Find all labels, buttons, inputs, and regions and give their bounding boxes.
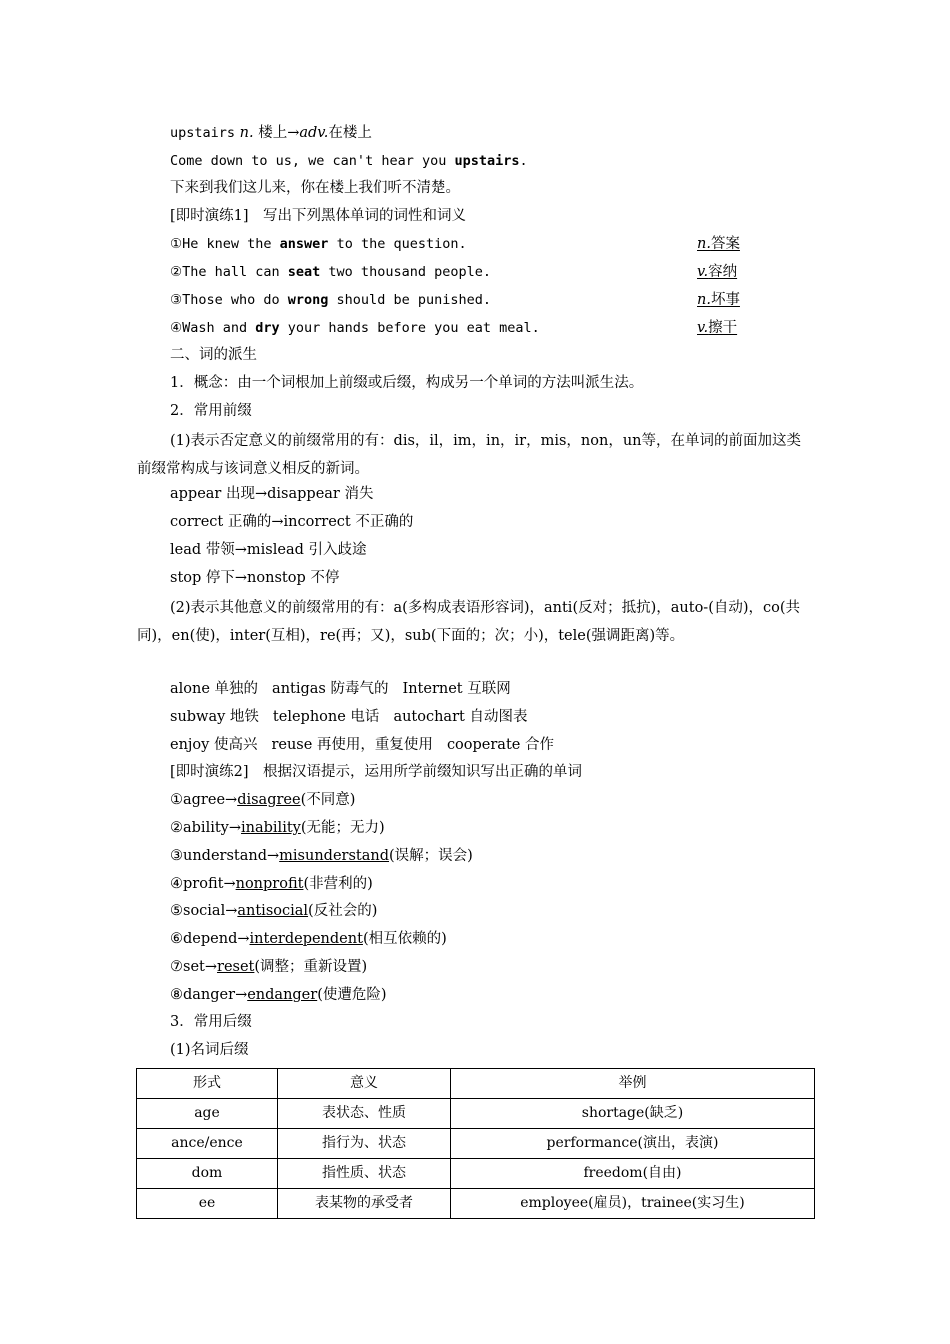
answer: nonprofit — [235, 876, 304, 892]
item-number: ⑧ — [170, 987, 183, 1003]
answer: interdependent — [249, 931, 363, 947]
pos: n. — [697, 236, 711, 252]
upstairs-definition — [170, 122, 372, 144]
hint: (误解；误会) — [389, 848, 473, 864]
base-word: understand — [183, 848, 268, 864]
hint: (不同意) — [300, 792, 356, 808]
header-cell: 形式 — [137, 1069, 278, 1099]
table-row — [137, 1189, 815, 1219]
text: Those who do — [182, 292, 288, 308]
bold-word: upstairs — [454, 153, 520, 169]
table-cell: freedom(自由) — [451, 1159, 815, 1189]
table-cell: dom — [137, 1159, 278, 1189]
negative-example: lead 带领→mislead 引入歧途 — [170, 542, 367, 558]
base-word: ability — [183, 820, 229, 836]
example: alone 单独的 — [170, 681, 259, 697]
item-number: ⑦ — [170, 959, 183, 975]
item-number: ④ — [170, 320, 183, 336]
table-row — [137, 1159, 815, 1189]
text: The hall can — [182, 264, 288, 280]
other-example-row — [170, 734, 568, 756]
answer: 容纳 — [708, 264, 738, 280]
text: to the question. — [328, 236, 467, 252]
other-prefix-paragraph: (2)表示其他意义的前缀常用的有：a(多构成表语形容词)，anti(反对；抵抗)，auto-(自动)，co(共同)，en(使)，inter(互相)，re(再；又)，sub(下面的；次；小)，tele(强调距离)等。 — [137, 600, 801, 644]
hint: (反社会的) — [308, 903, 378, 919]
bold-word: wrong — [287, 292, 329, 308]
item-number: ⑤ — [170, 903, 183, 919]
answer: 坏事 — [710, 292, 740, 308]
table-cell: ee — [137, 1189, 278, 1219]
meaning: 在楼上 — [328, 125, 372, 141]
meaning: 楼上 — [258, 125, 288, 141]
section-title: 二、词的派生 — [170, 347, 257, 363]
item-number: ① — [170, 792, 183, 808]
drill1-title: [即时演练1] 写出下列黑体单词的词性和词义 — [170, 208, 467, 224]
drill1-answer — [697, 261, 737, 283]
text: . — [519, 153, 528, 169]
item-number: ② — [170, 820, 183, 836]
example: Internet 互联网 — [402, 681, 511, 697]
item-number: ② — [170, 264, 183, 280]
pos: v. — [697, 264, 709, 280]
text: Come down to us, we can't hear you — [170, 153, 455, 169]
drill2-item: ⑦set→reset(调整；重新设置) — [170, 959, 368, 975]
drill2-item: ⑤social→antisocial(反社会的) — [170, 903, 378, 919]
text: He knew the — [182, 236, 280, 252]
drill1-answer — [697, 233, 740, 255]
example: autochart 自动图表 — [393, 709, 528, 725]
answer: misunderstand — [279, 848, 390, 864]
table-header-row — [137, 1069, 815, 1099]
header-cell: 意义 — [278, 1069, 451, 1099]
bold-word: dry — [255, 320, 280, 336]
table-cell: shortage(缺乏) — [451, 1099, 815, 1129]
negative-example: correct 正确的→incorrect 不正确的 — [170, 514, 414, 530]
hint: (非营利的) — [303, 876, 373, 892]
drill2-item: ⑥depend→interdependent(相互依赖的) — [170, 931, 447, 947]
pos: n. — [697, 292, 711, 308]
table-cell: 指行为、状态 — [278, 1129, 451, 1159]
base-word: social — [183, 903, 226, 919]
text: your hands before you eat meal. — [279, 320, 540, 336]
suffix-title: 3．常用后缀 — [170, 1014, 252, 1030]
answer: 答案 — [710, 236, 740, 252]
item-number: ③ — [170, 848, 183, 864]
drill2-item: ⑧danger→endanger(使遭危险) — [170, 987, 387, 1003]
example-chinese: 下来到我们这儿来，你在楼上我们听不清楚。 — [170, 180, 460, 196]
negative-example: appear 出现→disappear 消失 — [170, 486, 374, 502]
answer: endanger — [247, 987, 318, 1003]
drill1-answer — [697, 317, 737, 339]
base-word: profit — [183, 876, 224, 892]
noun-suffix-title: (1)名词后缀 — [170, 1042, 249, 1058]
drill2-item: ②ability→inability(无能；无力) — [170, 820, 385, 836]
other-example-row — [170, 678, 525, 700]
base-word: danger — [183, 987, 236, 1003]
item-number: ⑥ — [170, 931, 183, 947]
drill2-item: ①agree→disagree(不同意) — [170, 792, 356, 808]
noun-suffix-table — [136, 1068, 815, 1219]
drill1-item — [170, 261, 491, 283]
header-cell: 举例 — [451, 1069, 815, 1099]
drill1-item — [170, 289, 491, 311]
example: enjoy 使高兴 — [170, 737, 258, 753]
example: telephone 电话 — [272, 709, 380, 725]
pos: n. — [239, 125, 254, 141]
table-cell: performance(演出，表演) — [451, 1129, 815, 1159]
table-cell: 表状态、性质 — [278, 1099, 451, 1129]
drill1-item — [170, 317, 540, 339]
pos: adv. — [299, 125, 329, 141]
base-word: depend — [183, 931, 238, 947]
drill2-item: ④profit→nonprofit(非营利的) — [170, 876, 373, 892]
table-cell: employee(雇员)，trainee(实习生) — [451, 1189, 815, 1219]
example: antigas 防毒气的 — [272, 681, 389, 697]
answer: inability — [241, 820, 301, 836]
hint: (使遭危险) — [317, 987, 387, 1003]
prefix-title: 2．常用前缀 — [170, 403, 252, 419]
table-cell: ance/ence — [137, 1129, 278, 1159]
other-example-row — [170, 706, 541, 728]
example: cooperate 合作 — [446, 737, 554, 753]
drill2-item: ③understand→misunderstand(误解；误会) — [170, 848, 473, 864]
bold-word: answer — [279, 236, 329, 252]
drill1-answer — [697, 289, 740, 311]
table-row — [137, 1129, 815, 1159]
hint: (调整；重新设置) — [254, 959, 368, 975]
example-english — [170, 150, 528, 172]
arrow: → — [287, 125, 300, 141]
text: two thousand people. — [320, 264, 491, 280]
word: upstairs — [170, 125, 236, 141]
answer: antisocial — [237, 903, 309, 919]
pos: v. — [697, 320, 709, 336]
item-number: ③ — [170, 292, 183, 308]
answer: reset — [217, 959, 255, 975]
text: Wash and — [182, 320, 256, 336]
drill1-item — [170, 233, 467, 255]
negative-example: stop 停下→nonstop 不停 — [170, 570, 340, 586]
item-number: ④ — [170, 876, 183, 892]
item-number: ① — [170, 236, 183, 252]
answer: 擦干 — [708, 320, 738, 336]
hint: (相互依赖的) — [362, 931, 447, 947]
concept-line: 1．概念：由一个词根加上前缀或后缀，构成另一个单词的方法叫派生法。 — [170, 375, 644, 391]
table-row — [137, 1099, 815, 1129]
example: reuse 再使用，重复使用 — [271, 737, 433, 753]
hint: (无能；无力) — [300, 820, 385, 836]
bold-word: seat — [287, 264, 321, 280]
text: should be punished. — [328, 292, 491, 308]
table-cell: 表某物的承受者 — [278, 1189, 451, 1219]
base-word: agree — [183, 792, 226, 808]
table-cell: age — [137, 1099, 278, 1129]
base-word: set — [183, 959, 205, 975]
example: subway 地铁 — [170, 709, 259, 725]
drill2-title: [即时演练2] 根据汉语提示，运用所学前缀知识写出正确的单词 — [170, 764, 583, 780]
table-cell: 指性质、状态 — [278, 1159, 451, 1189]
negative-prefix-paragraph: (1)表示否定意义的前缀常用的有：dis，il，im，in，ir，mis，non，un等，在单词的前面加这类前缀常构成与该词意义相反的新词。 — [137, 433, 802, 477]
answer: disagree — [237, 792, 301, 808]
